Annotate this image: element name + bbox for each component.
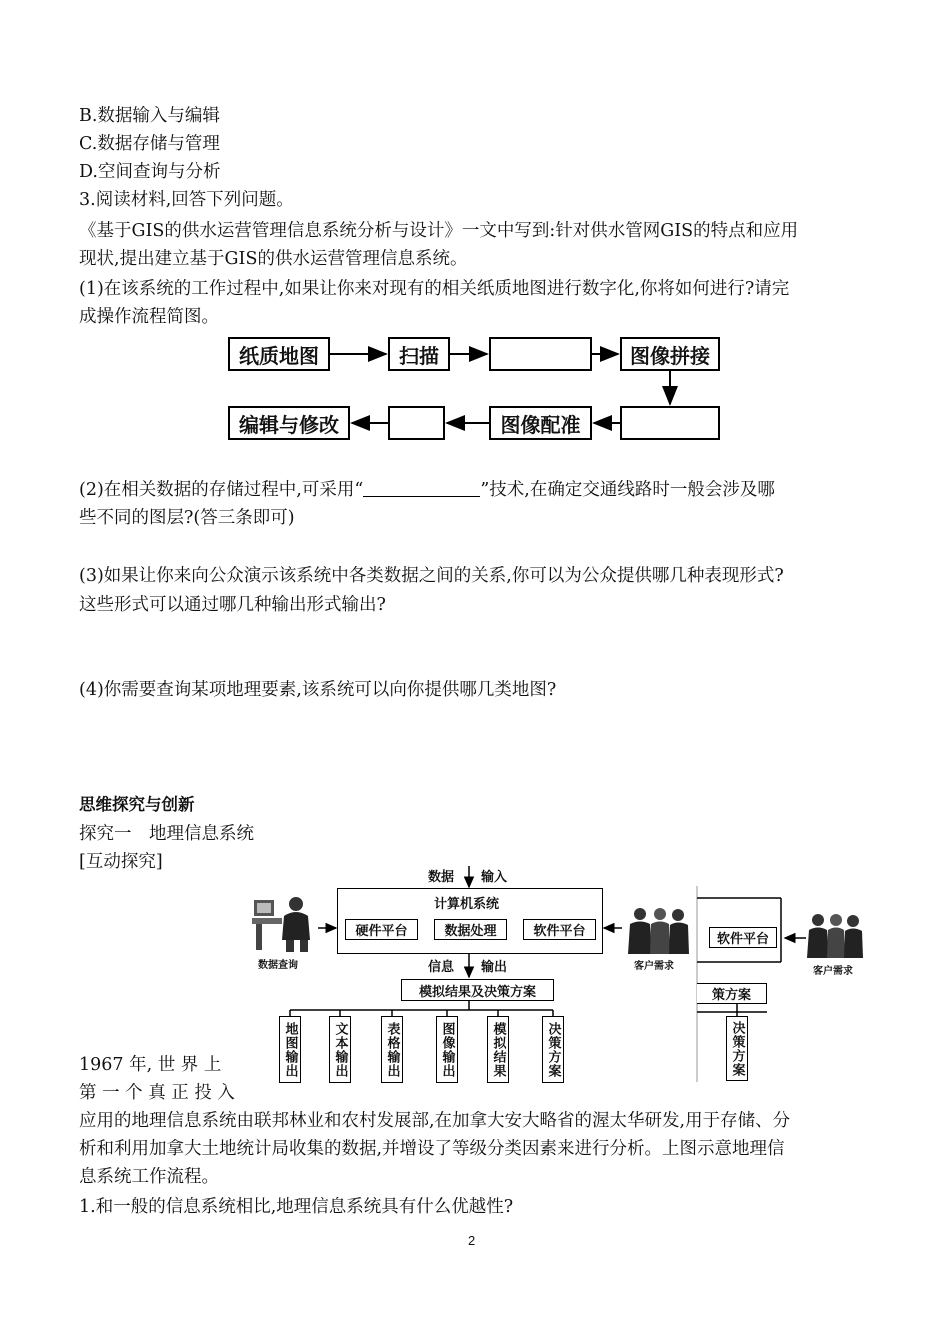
q2-pre: (2)在相关数据的存储过程中,可采用“ (79, 480, 364, 500)
flow-image-registration: 图像配准 (489, 406, 592, 440)
section-title: 思维探究与创新 (79, 795, 195, 814)
data-query-image (252, 888, 318, 952)
wrap-line-1: 1967 年, 世 界 上 (79, 1055, 222, 1075)
q3-line-1: (3)如果让你来向公众演示该系统中各类数据之间的关系,你可以为公众提供哪几种表现形式? (79, 566, 784, 586)
data-query-caption: 数据查询 (258, 960, 298, 971)
question-3: 3.阅读材料,回答下列问题。 (79, 190, 294, 210)
flow-edit: 编辑与修改 (228, 406, 350, 440)
input-label: 输入 (481, 870, 508, 885)
wrap-line-2: 第 一 个 真 正 投 入 (79, 1083, 235, 1103)
explore-heading: 探究一 地理信息系统 (79, 824, 254, 844)
output-decision: 决策方案 (542, 1016, 564, 1083)
interactive-heading: [互动探究] (79, 852, 163, 872)
results-box: 模拟结果及决策方案 (401, 979, 554, 1001)
q4: (4)你需要查询某项地理要素,该系统可以向你提供哪几类地图? (79, 680, 557, 700)
data-label: 数据 (428, 870, 455, 885)
data-processing: 数据处理 (434, 919, 507, 940)
output-text: 文本输出 (329, 1016, 351, 1083)
side-software-platform: 软件平台 (709, 927, 777, 948)
para-line-2: 析和利用加拿大土地统计局收集的数据,并增设了等级分类因素来进行分析。上图示意地理信 (79, 1139, 785, 1159)
para-line-1: 应用的地理信息系统由联邦林业和农村发展部,在加拿大安大略省的渥太华研发,用于存储、分 (79, 1111, 791, 1131)
side-client-caption: 客户需求 (813, 966, 853, 977)
output-map: 地图输出 (279, 1016, 301, 1083)
q1-line-2: 成操作流程简图。 (79, 307, 219, 327)
option-d: D.空间查询与分析 (79, 162, 221, 182)
material-line-2: 现状,提出建立基于GIS的供水运营管理信息系统。 (79, 249, 468, 269)
q3-line-2: 这些形式可以通过哪几种输出形式输出? (79, 595, 386, 615)
flow-paper-map: 纸质地图 (228, 337, 330, 371)
option-b: B.数据输入与编辑 (79, 106, 220, 126)
side-results-fragment: 策方案 (697, 983, 767, 1004)
material-line-1: 《基于GIS的供水运营管理信息系统分析与设计》一文中写到:针对供水管网GIS的特点和应用 (79, 221, 799, 241)
option-c: C.数据存储与管理 (79, 134, 220, 154)
q2-post: ”技术,在确定交通线路时一般会涉及哪 (480, 480, 775, 500)
q1-line-1: (1)在该系统的工作过程中,如果让你来对现有的相关纸质地图进行数字化,你将如何进行?请完 (79, 279, 790, 299)
question-1: 1.和一般的信息系统相比,地理信息系统具有什么优越性? (79, 1197, 514, 1217)
para-line-3: 息系统工作流程。 (79, 1167, 219, 1187)
output-table: 表格输出 (381, 1016, 403, 1083)
output-label: 输出 (481, 960, 508, 975)
client-need-image (626, 906, 690, 954)
flow-scan: 扫描 (388, 337, 450, 371)
output-image: 图像输出 (436, 1016, 458, 1083)
computer-system-title: 计算机系统 (434, 897, 500, 912)
side-decision-box: 决策方案 (726, 1016, 748, 1081)
info-label: 信息 (428, 960, 455, 975)
client-need-caption: 客户需求 (634, 961, 674, 972)
q2-line-2: 些不同的图层?(答三条即可) (79, 508, 295, 528)
flow-image-mosaic: 图像拼接 (620, 337, 720, 371)
page-number: 2 (468, 1233, 476, 1248)
output-simulation: 模拟结果 (487, 1016, 509, 1083)
hardware-platform: 硬件平台 (345, 919, 418, 940)
software-platform: 软件平台 (523, 919, 596, 940)
side-client-image (806, 912, 864, 958)
